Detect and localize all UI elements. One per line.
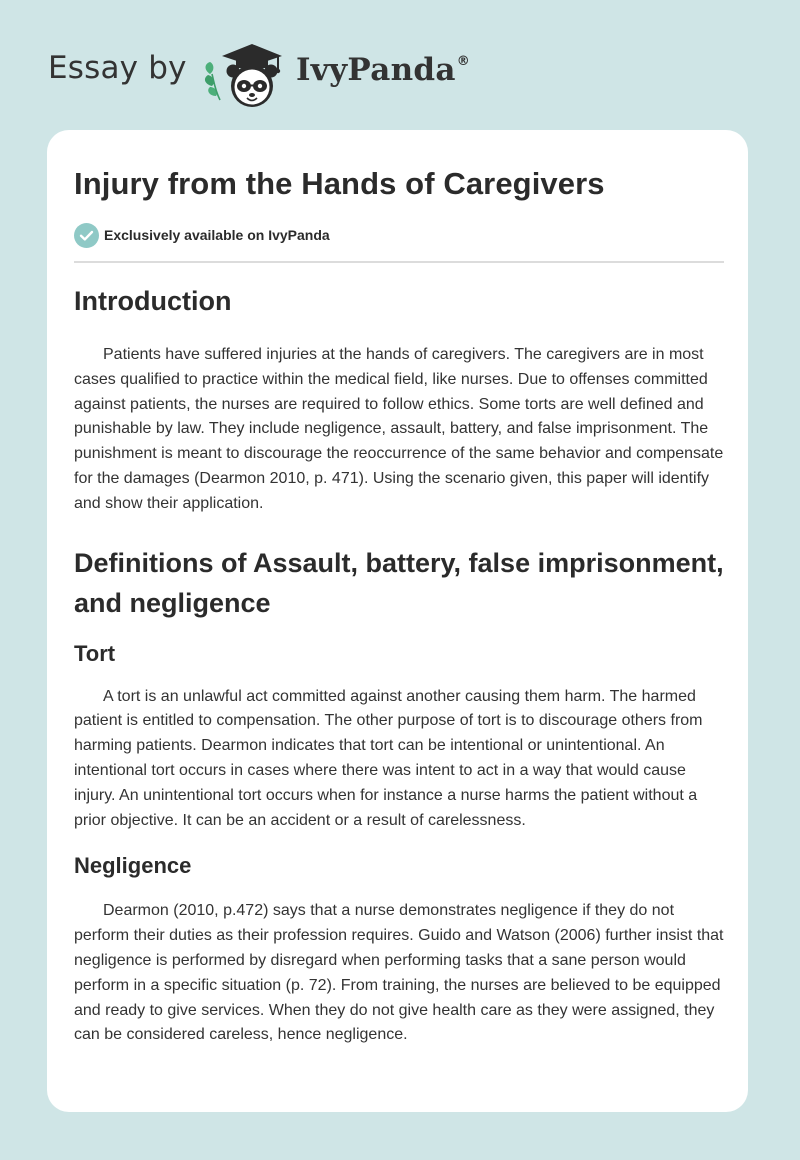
site-header [0, 0, 800, 130]
paragraph-tort: A tort is an unlawful act committed against another causing them harm. The harmed patient is entitled to compensation. The other purpose of tort is to discourage others from harming patients. Dearmon indicates that tort can be intentional or unintentional. An intentional tort occurs in cases where there was intent to act in a way that would cause injury. An unintentional tort occurs when for instance a nurse harms the patient without a prior objective. It can be an accident or a result of carelessness. [74, 687, 703, 829]
badge-text: Exclusively available on IvyPanda [104, 227, 330, 243]
section-heading-definitions: Definitions of Assault, battery, false imprisonment, and negligence [74, 547, 724, 618]
essay-card [47, 130, 748, 1112]
brand-text: IvyPanda [296, 52, 456, 88]
title-divider [74, 261, 724, 263]
check-circle-icon [74, 223, 99, 248]
ivy-leaves-icon [205, 62, 220, 100]
section-heading-introduction: Introduction [74, 286, 232, 316]
trademark-symbol: ® [456, 54, 471, 69]
paragraph-introduction: Patients have suffered injuries at the hands of caregivers. The caregivers are in most cases qualified to practice within the medical field, like nurses. Due to offenses committed against patients, the nurses are required to follow ethics. Some torts are well defined and punishable by law. They include negligence, assault, battery, and false imprisonment. The punishment is meant to discourage the reoccurrence of the same behavior and compensate for the damages (Dearmon 2010, p. 471). Using the scenario given, this paper will identify and show their application. [74, 346, 724, 512]
brand-name[interactable] [296, 52, 470, 88]
subsection-heading-tort: Tort [74, 640, 116, 666]
subsection-heading-negligence: Negligence [74, 853, 192, 879]
exclusive-badge [74, 222, 330, 248]
paragraph-negligence: Dearmon (2010, p.472) says that a nurse demonstrates negligence if they do not perform their duties as their profession requires. Guido and Watson (2006) further insist that negligence is performed by disregard when performing tasks that a sane person would perform in a specific situation (p. 72). From training, the nurses are believed to be equipped and ready to give services. When they do not give health care as they were assigned, they can be considered careless, hence negligence. [74, 902, 724, 1044]
essay-by-label: Essay by [48, 50, 187, 86]
page-title: Injury from the Hands of Caregivers [74, 166, 605, 201]
essay-body [74, 281, 724, 1048]
panda-graduate-icon[interactable] [200, 34, 292, 110]
